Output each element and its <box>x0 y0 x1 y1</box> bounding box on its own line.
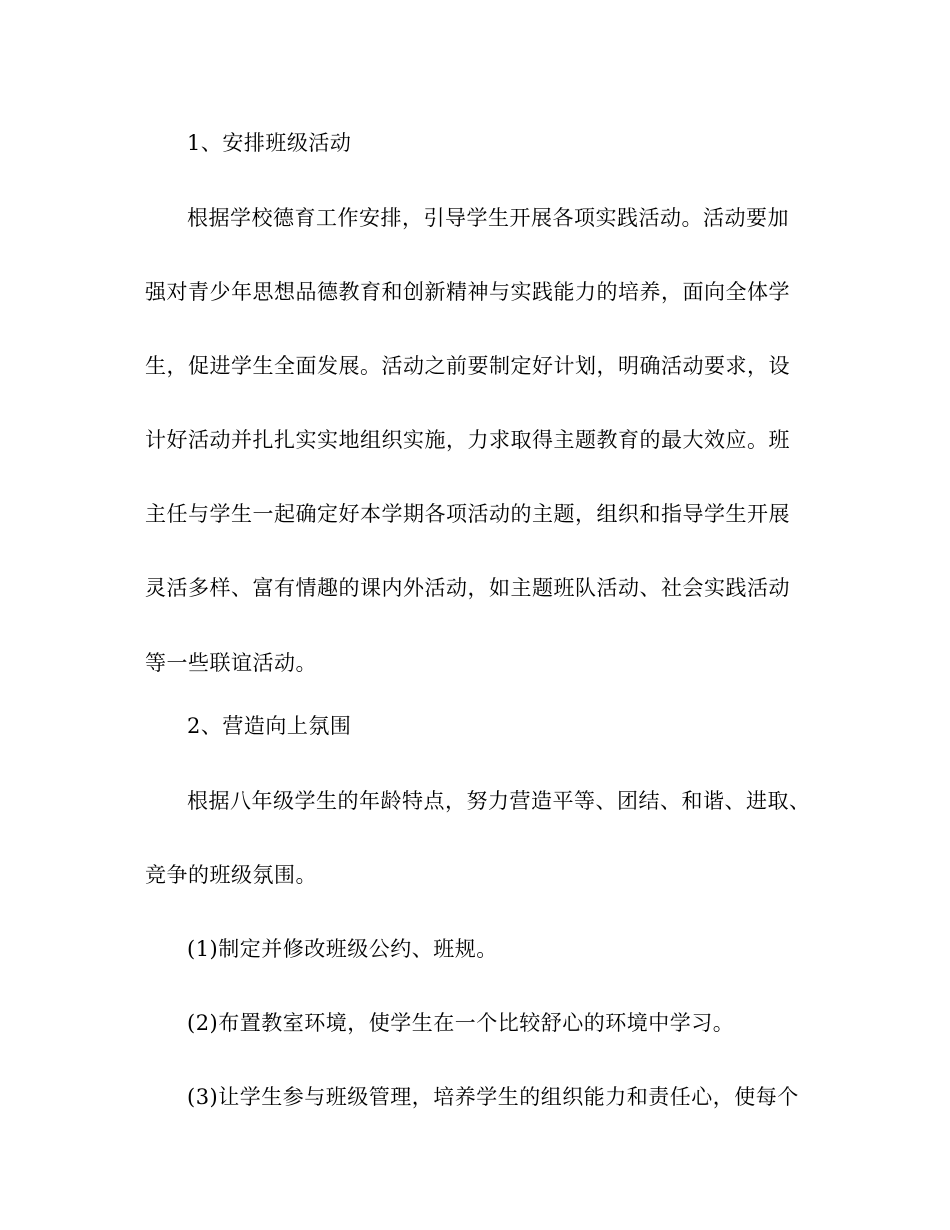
list-item: (2)布置教室环境，使学生在一个比较舒心的环境中学习。 <box>187 1011 735 1035</box>
paragraph-line: 根据八年级学生的年龄特点，努力营造平等、团结、和谐、进取、 <box>187 789 811 813</box>
section-heading-1: 1、安排班级活动 <box>187 131 352 155</box>
paragraph-line: 计好活动并扎扎实实地组织实施，力求取得主题教育的最大效应。班 <box>145 428 790 452</box>
paragraph-line: 生，促进学生全面发展。活动之前要制定好计划，明确活动要求，设 <box>145 354 790 378</box>
paragraph-line: 根据学校德育工作安排，引导学生开展各项实践活动。活动要加 <box>187 206 789 230</box>
paragraph-line: 竞争的班级氛围。 <box>145 863 317 887</box>
list-item: (3)让学生参与班级管理，培养学生的组织能力和责任心，使每个 <box>187 1085 799 1109</box>
section-heading-2: 2、营造向上氛围 <box>187 714 352 738</box>
paragraph-line: 灵活多样、富有情趣的课内外活动，如主题班队活动、社会实践活动 <box>145 576 790 600</box>
paragraph-line: 等一些联谊活动。 <box>145 651 317 675</box>
paragraph-line: 主任与学生一起确定好本学期各项活动的主题，组织和指导学生开展 <box>145 502 790 526</box>
paragraph-line: 强对青少年思想品德教育和创新精神与实践能力的培养，面向全体学 <box>145 280 790 304</box>
list-item: (1)制定并修改班级公约、班规。 <box>187 937 498 961</box>
